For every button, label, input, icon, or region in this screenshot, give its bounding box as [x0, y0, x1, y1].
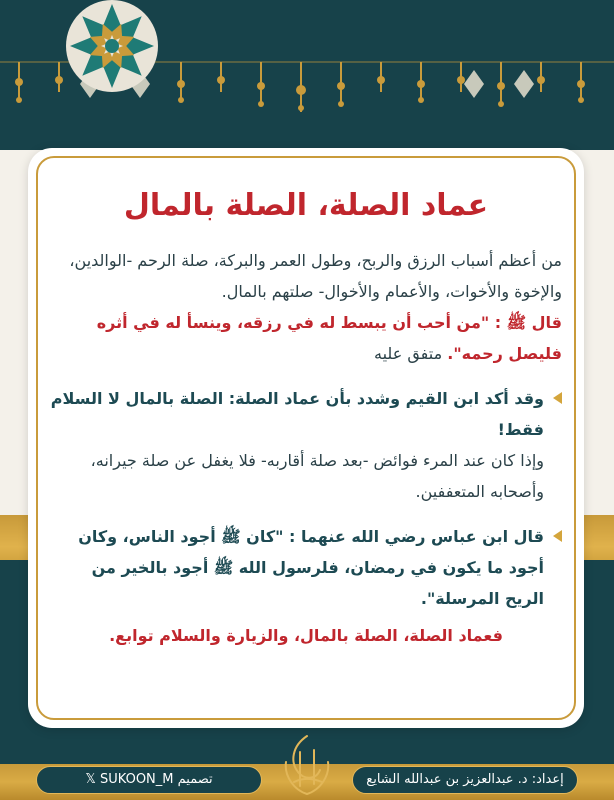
intro-paragraph: من أعظم أسباب الرزق والربح، وطول العمر والبركة، صلة الرحم -الوالدين، والإخوة والأخوات، والأعمام والأخوال- صلتهم بالمال.	[69, 251, 562, 301]
star-rosette-icon	[66, 0, 158, 92]
author-credit: إعداد: د. عبدالعزيز بن عبدالله الشايع	[352, 766, 578, 794]
header-ornament	[0, 0, 614, 150]
point-ibn-abbas	[50, 521, 562, 614]
designer-label: تصميم	[177, 772, 213, 787]
point2-text: وإذا كان عند المرء فوائض -بعد صلة أقاربه- فلا يغفل عن صلة جيرانه، وأصحابه المتعففين.	[90, 451, 544, 501]
hadith-quote: قال ﷺ : "من أحب أن يبسط له في رزقه، وينسأ له في أثره فليصل رحمه".	[96, 313, 562, 363]
point3-text: قال ابن عباس رضي الله عنهما : "كان ﷺ أجود الناس، وكان أجود ما يكون في رمضان، فلرسول الله ﷺ أجود بالخير من الريح المرسلة".	[78, 527, 544, 608]
point2-bold: وقد أكد ابن القيم وشدد بأن عماد الصلة: الصلة بالمال لا السلام فقط!	[50, 389, 544, 439]
hadith-source: متفق عليه	[373, 344, 443, 363]
x-logo-icon: 𝕏	[85, 772, 96, 787]
header-band	[0, 0, 614, 150]
bullet-triangle-icon	[553, 530, 562, 542]
bullet-triangle-icon	[553, 392, 562, 404]
content-card	[28, 148, 584, 728]
hadith-paragraph	[50, 307, 562, 369]
point-ibn-qayyim	[50, 383, 562, 507]
page-title: عماد الصلة، الصلة بالمال	[123, 188, 489, 223]
designer-handle: SUKOON_M	[100, 772, 174, 787]
closing-line: فعماد الصلة، الصلة بالمال، والزيارة والسلام توابع.	[109, 626, 503, 645]
footer	[0, 760, 614, 800]
designer-credit	[36, 766, 262, 794]
card-content	[50, 188, 562, 661]
